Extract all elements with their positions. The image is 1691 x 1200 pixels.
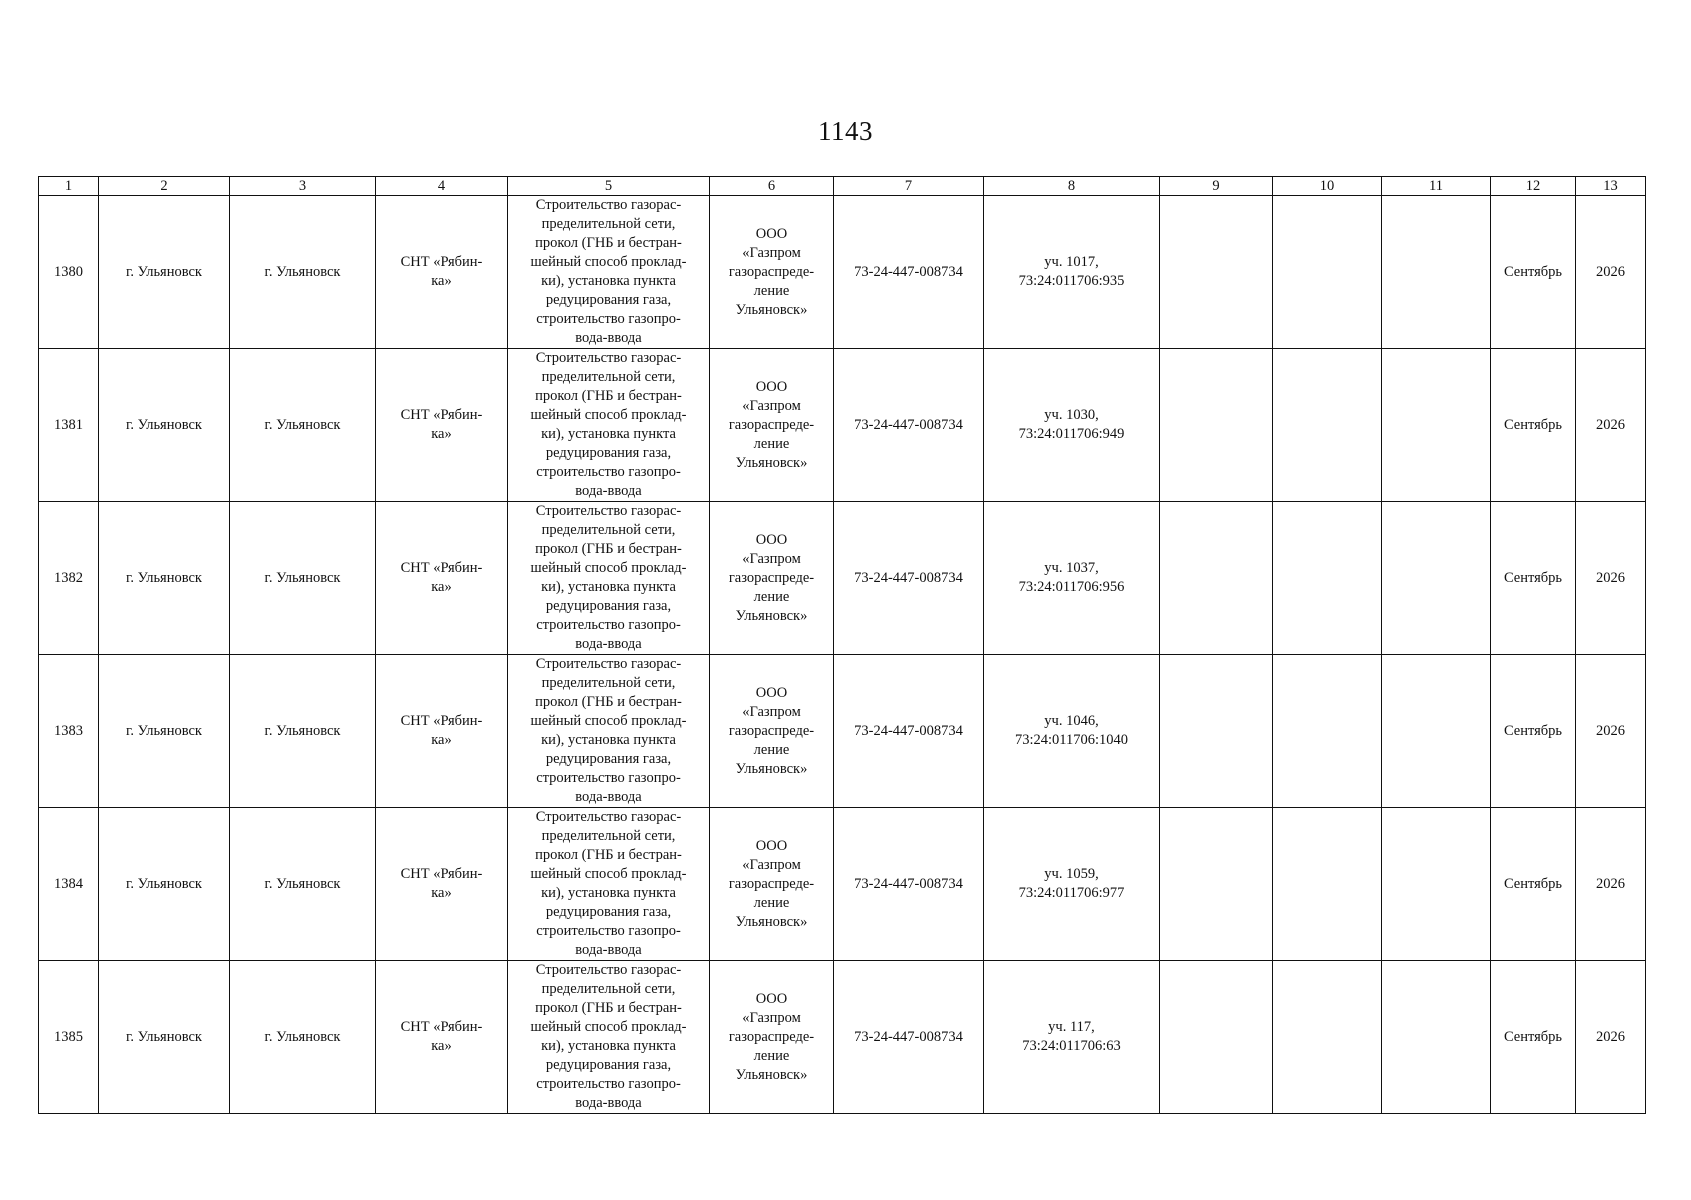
works-text: Строительство газорас- пределительной сети, прокол (ГНБ и бестран- шейный способ проклад- ки), установка пункта редуцирования газа, строительство газопро- вода-ввода <box>530 350 687 499</box>
company-cell <box>710 655 834 808</box>
year-cell: 2026 <box>1576 349 1646 502</box>
year-cell: 2026 <box>1576 808 1646 961</box>
empty-cell-9 <box>1160 196 1273 349</box>
parcel-text: уч. 1046, 73:24:011706:1040 <box>1014 713 1129 748</box>
code-cell: 73-24-447-008734 <box>834 961 984 1114</box>
year-cell: 2026 <box>1576 502 1646 655</box>
month-cell: Сентябрь <box>1491 196 1576 349</box>
works-cell <box>508 349 710 502</box>
district-cell: г. Ульяновск <box>99 349 230 502</box>
parcel-cell <box>984 808 1160 961</box>
parcel-cell <box>984 655 1160 808</box>
empty-cell-9 <box>1160 808 1273 961</box>
locality-cell <box>376 196 508 349</box>
year-cell: 2026 <box>1576 961 1646 1114</box>
works-cell <box>508 655 710 808</box>
company-text: ООО «Газпром газораспреде- ление Ульяновск» <box>728 837 815 930</box>
settlement-cell: г. Ульяновск <box>230 961 376 1114</box>
row-number: 1380 <box>39 196 99 349</box>
empty-cell-10 <box>1273 655 1382 808</box>
table-row <box>39 655 1646 808</box>
empty-cell-10 <box>1273 196 1382 349</box>
works-cell <box>508 196 710 349</box>
page-number: 1143 <box>818 116 873 146</box>
month-cell: Сентябрь <box>1491 349 1576 502</box>
parcel-text: уч. 1059, 73:24:011706:977 <box>1018 866 1125 901</box>
column-header: 7 <box>834 177 984 196</box>
month-cell: Сентябрь <box>1491 502 1576 655</box>
empty-cell-9 <box>1160 349 1273 502</box>
year-cell: 2026 <box>1576 196 1646 349</box>
works-cell <box>508 961 710 1114</box>
empty-cell-9 <box>1160 655 1273 808</box>
column-header: 4 <box>376 177 508 196</box>
locality-cell <box>376 961 508 1114</box>
year-cell: 2026 <box>1576 655 1646 808</box>
column-header: 11 <box>1382 177 1491 196</box>
column-header: 1 <box>39 177 99 196</box>
locality-text: СНТ «Рябин- ка» <box>400 866 483 901</box>
works-cell <box>508 808 710 961</box>
column-header: 10 <box>1273 177 1382 196</box>
code-cell: 73-24-447-008734 <box>834 349 984 502</box>
works-text: Строительство газорас- пределительной сети, прокол (ГНБ и бестран- шейный способ проклад- ки), установка пункта редуцирования газа, строительство газопро- вода-ввода <box>530 656 687 805</box>
column-header: 13 <box>1576 177 1646 196</box>
row-number: 1384 <box>39 808 99 961</box>
settlement-cell: г. Ульяновск <box>230 808 376 961</box>
settlement-cell: г. Ульяновск <box>230 196 376 349</box>
settlement-cell: г. Ульяновск <box>230 349 376 502</box>
parcel-cell <box>984 196 1160 349</box>
parcel-cell <box>984 502 1160 655</box>
empty-cell-10 <box>1273 961 1382 1114</box>
row-number: 1385 <box>39 961 99 1114</box>
month-cell: Сентябрь <box>1491 808 1576 961</box>
locality-cell <box>376 655 508 808</box>
row-number: 1383 <box>39 655 99 808</box>
company-cell <box>710 961 834 1114</box>
row-number: 1382 <box>39 502 99 655</box>
empty-cell-11 <box>1382 502 1491 655</box>
district-cell: г. Ульяновск <box>99 655 230 808</box>
parcel-text: уч. 117, 73:24:011706:63 <box>1022 1019 1121 1054</box>
locality-cell <box>376 502 508 655</box>
table-row <box>39 808 1646 961</box>
column-header: 3 <box>230 177 376 196</box>
works-text: Строительство газорас- пределительной сети, прокол (ГНБ и бестран- шейный способ проклад- ки), установка пункта редуцирования газа, строительство газопро- вода-ввода <box>530 503 687 652</box>
district-cell: г. Ульяновск <box>99 196 230 349</box>
works-text: Строительство газорас- пределительной сети, прокол (ГНБ и бестран- шейный способ проклад- ки), установка пункта редуцирования газа, строительство газопро- вода-ввода <box>530 197 687 346</box>
code-cell: 73-24-447-008734 <box>834 655 984 808</box>
table-row <box>39 349 1646 502</box>
company-text: ООО «Газпром газораспреде- ление Ульяновск» <box>728 990 815 1083</box>
parcel-cell <box>984 349 1160 502</box>
empty-cell-9 <box>1160 502 1273 655</box>
column-header: 2 <box>99 177 230 196</box>
settlement-cell: г. Ульяновск <box>230 502 376 655</box>
code-cell: 73-24-447-008734 <box>834 808 984 961</box>
table-row <box>39 961 1646 1114</box>
works-text: Строительство газорас- пределительной сети, прокол (ГНБ и бестран- шейный способ проклад- ки), установка пункта редуцирования газа, строительство газопро- вода-ввода <box>530 962 687 1111</box>
company-cell <box>710 196 834 349</box>
month-cell: Сентябрь <box>1491 961 1576 1114</box>
company-cell <box>710 349 834 502</box>
locality-cell <box>376 349 508 502</box>
locality-text: СНТ «Рябин- ка» <box>400 713 483 748</box>
company-text: ООО «Газпром газораспреде- ление Ульяновск» <box>728 684 815 777</box>
company-cell <box>710 502 834 655</box>
parcel-text: уч. 1017, 73:24:011706:935 <box>1018 254 1125 289</box>
district-cell: г. Ульяновск <box>99 502 230 655</box>
empty-cell-10 <box>1273 502 1382 655</box>
settlement-cell: г. Ульяновск <box>230 655 376 808</box>
row-number: 1381 <box>39 349 99 502</box>
company-text: ООО «Газпром газораспреде- ление Ульяновск» <box>728 225 815 318</box>
locality-cell <box>376 808 508 961</box>
locality-text: СНТ «Рябин- ка» <box>400 254 483 289</box>
empty-cell-10 <box>1273 808 1382 961</box>
column-header: 12 <box>1491 177 1576 196</box>
table-row <box>39 196 1646 349</box>
works-cell <box>508 502 710 655</box>
empty-cell-11 <box>1382 808 1491 961</box>
works-text: Строительство газорас- пределительной сети, прокол (ГНБ и бестран- шейный способ проклад- ки), установка пункта редуцирования газа, строительство газопро- вода-ввода <box>530 809 687 958</box>
locality-text: СНТ «Рябин- ка» <box>400 560 483 595</box>
parcel-text: уч. 1030, 73:24:011706:949 <box>1018 407 1125 442</box>
data-table <box>38 176 1646 1114</box>
empty-cell-11 <box>1382 196 1491 349</box>
empty-cell-9 <box>1160 961 1273 1114</box>
district-cell: г. Ульяновск <box>99 808 230 961</box>
empty-cell-11 <box>1382 655 1491 808</box>
code-cell: 73-24-447-008734 <box>834 502 984 655</box>
code-cell: 73-24-447-008734 <box>834 196 984 349</box>
column-header: 5 <box>508 177 710 196</box>
empty-cell-11 <box>1382 961 1491 1114</box>
column-header: 9 <box>1160 177 1273 196</box>
company-text: ООО «Газпром газораспреде- ление Ульяновск» <box>728 378 815 471</box>
header-row <box>39 177 1646 196</box>
parcel-cell <box>984 961 1160 1114</box>
column-header: 8 <box>984 177 1160 196</box>
empty-cell-11 <box>1382 349 1491 502</box>
company-text: ООО «Газпром газораспреде- ление Ульяновск» <box>728 531 815 624</box>
district-cell: г. Ульяновск <box>99 961 230 1114</box>
table-row <box>39 502 1646 655</box>
parcel-text: уч. 1037, 73:24:011706:956 <box>1018 560 1125 595</box>
month-cell: Сентябрь <box>1491 655 1576 808</box>
company-cell <box>710 808 834 961</box>
locality-text: СНТ «Рябин- ка» <box>400 1019 483 1054</box>
locality-text: СНТ «Рябин- ка» <box>400 407 483 442</box>
empty-cell-10 <box>1273 349 1382 502</box>
column-header: 6 <box>710 177 834 196</box>
